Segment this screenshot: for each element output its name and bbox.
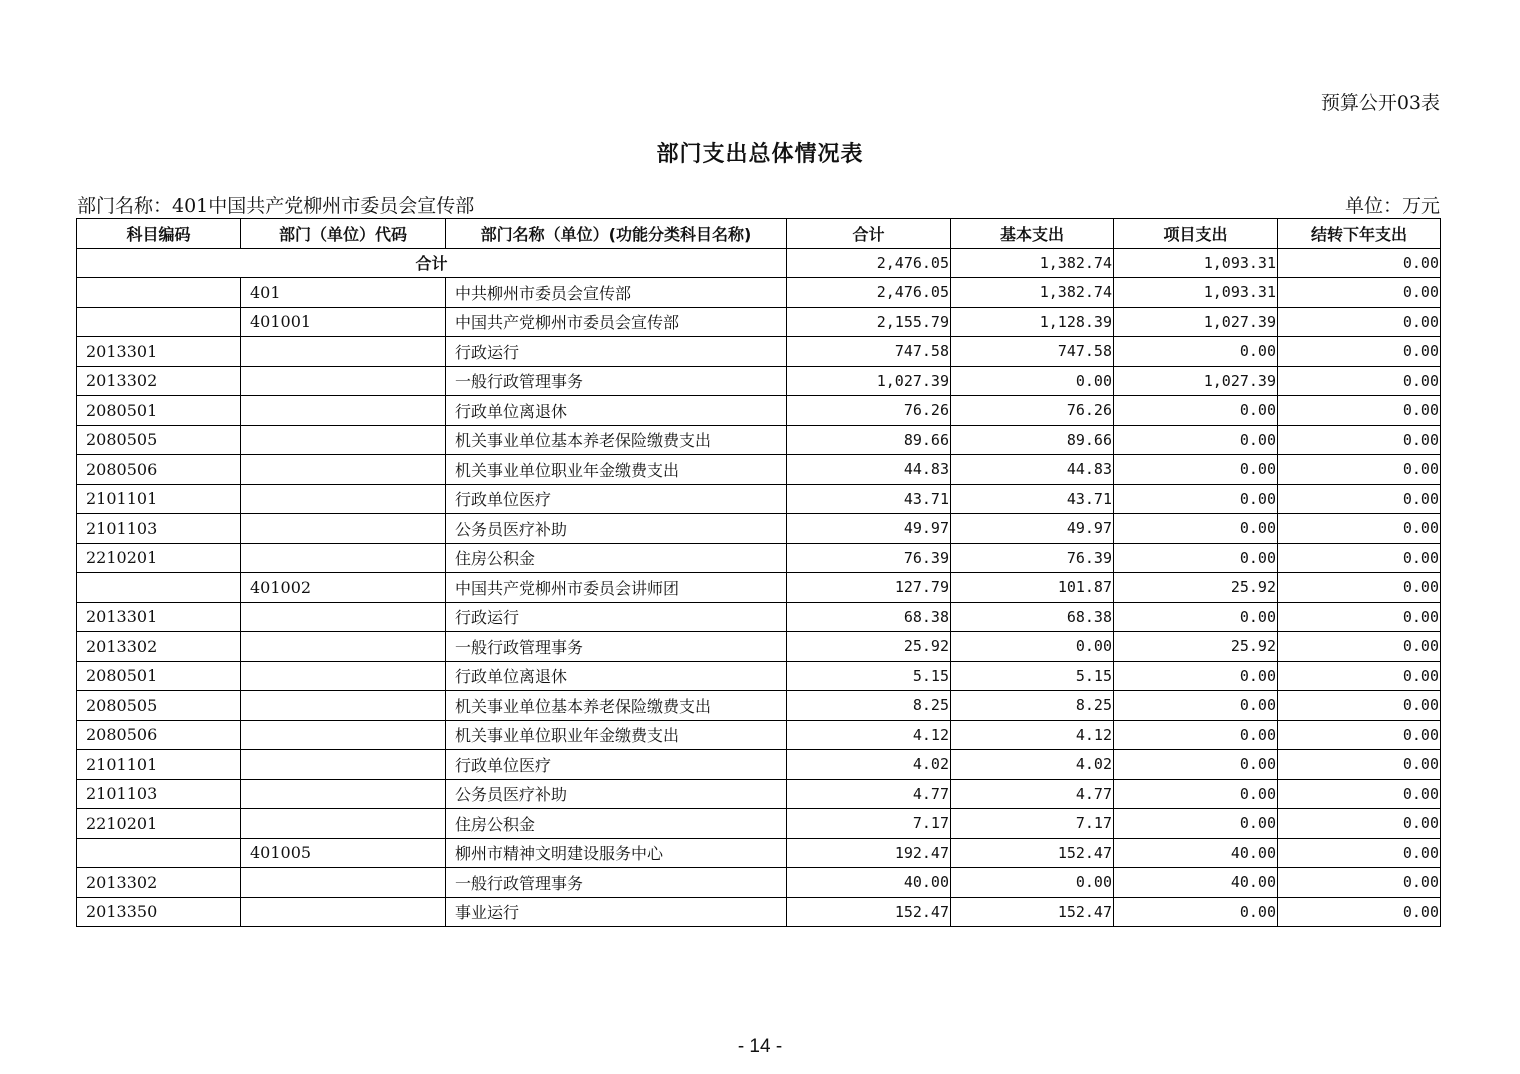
cell-subject-code: 2101103 — [77, 514, 241, 544]
cell-project: 40.00 — [1114, 868, 1278, 898]
cell-total: 127.79 — [787, 573, 951, 603]
cell-dept-name: 行政单位离退休 — [446, 396, 787, 426]
cell-project: 25.92 — [1114, 573, 1278, 603]
cell-dept-name: 中国共产党柳州市委员会讲师团 — [446, 573, 787, 603]
cell-project: 0.00 — [1114, 602, 1278, 632]
cell-carryover: 0.00 — [1278, 720, 1441, 750]
cell-basic: 0.00 — [951, 366, 1114, 396]
cell-dept-code — [241, 809, 446, 839]
table-row — [77, 278, 1441, 308]
cell-project: 1,027.39 — [1114, 307, 1278, 337]
cell-dept-code — [241, 897, 446, 927]
cell-total: 89.66 — [787, 425, 951, 455]
table-row — [77, 632, 1441, 662]
cell-basic: 152.47 — [951, 838, 1114, 868]
table-row — [77, 897, 1441, 927]
cell-project: 0.00 — [1114, 396, 1278, 426]
cell-project: 0.00 — [1114, 484, 1278, 514]
cell-project: 0.00 — [1114, 720, 1278, 750]
cell-subject-code: 2013302 — [77, 632, 241, 662]
cell-project: 0.00 — [1114, 897, 1278, 927]
cell-carryover: 0.00 — [1278, 868, 1441, 898]
cell-dept-code: 401005 — [241, 838, 446, 868]
cell-basic: 5.15 — [951, 661, 1114, 691]
cell-dept-code — [241, 779, 446, 809]
page-number: - 14 - — [737, 1036, 783, 1057]
cell-subject-code: 2013301 — [77, 337, 241, 367]
cell-dept-name: 行政单位离退休 — [446, 661, 787, 691]
cell-subject-code: 2080501 — [77, 661, 241, 691]
cell-total: 1,027.39 — [787, 366, 951, 396]
cell-dept-code — [241, 514, 446, 544]
cell-dept-code: 401002 — [241, 573, 446, 603]
cell-dept-code: 401001 — [241, 307, 446, 337]
cell-carryover: 0.00 — [1278, 750, 1441, 780]
cell-total: 5.15 — [787, 661, 951, 691]
table-row — [77, 455, 1441, 485]
cell-project: 0.00 — [1114, 337, 1278, 367]
cell-dept-name: 住房公积金 — [446, 809, 787, 839]
form-id: 预算公开03表 — [1320, 92, 1440, 114]
cell-dept-name: 公务员医疗补助 — [446, 779, 787, 809]
cell-dept-name: 机关事业单位职业年金缴费支出 — [446, 720, 787, 750]
cell-total: 43.71 — [787, 484, 951, 514]
cell-subject-code — [77, 278, 241, 308]
cell-project: 0.00 — [1114, 514, 1278, 544]
cell-basic: 76.26 — [951, 396, 1114, 426]
table-header-row — [77, 219, 1441, 249]
cell-total: 4.12 — [787, 720, 951, 750]
cell-dept-code — [241, 484, 446, 514]
table-row — [77, 514, 1441, 544]
column-header-total: 合计 — [787, 219, 951, 249]
cell-subject-code — [77, 838, 241, 868]
table-row — [77, 543, 1441, 573]
cell-carryover: 0.00 — [1278, 632, 1441, 662]
cell-dept-name: 机关事业单位基本养老保险缴费支出 — [446, 425, 787, 455]
cell-basic: 1,382.74 — [951, 278, 1114, 308]
expenditure-table — [76, 218, 1441, 927]
cell-total: 7.17 — [787, 809, 951, 839]
cell-project: 0.00 — [1114, 425, 1278, 455]
cell-total: 76.39 — [787, 543, 951, 573]
cell-dept-code — [241, 337, 446, 367]
cell-subject-code: 2080505 — [77, 691, 241, 721]
cell-basic: 4.77 — [951, 779, 1114, 809]
cell-total: 152.47 — [787, 897, 951, 927]
table-row — [77, 337, 1441, 367]
cell-project: 40.00 — [1114, 838, 1278, 868]
cell-carryover: 0.00 — [1278, 337, 1441, 367]
cell-total: 44.83 — [787, 455, 951, 485]
cell-dept-name: 行政单位医疗 — [446, 484, 787, 514]
table-row — [77, 838, 1441, 868]
column-header-project: 项目支出 — [1114, 219, 1278, 249]
cell-basic: 68.38 — [951, 602, 1114, 632]
cell-carryover: 0.00 — [1278, 396, 1441, 426]
cell-project: 0.00 — [1114, 661, 1278, 691]
total-carryover: 0.00 — [1278, 248, 1441, 278]
cell-dept-name: 机关事业单位职业年金缴费支出 — [446, 455, 787, 485]
cell-total: 192.47 — [787, 838, 951, 868]
cell-carryover: 0.00 — [1278, 779, 1441, 809]
column-header-basic: 基本支出 — [951, 219, 1114, 249]
cell-project: 0.00 — [1114, 455, 1278, 485]
total-basic: 1,382.74 — [951, 248, 1114, 278]
cell-total: 25.92 — [787, 632, 951, 662]
cell-subject-code: 2080506 — [77, 720, 241, 750]
table-row — [77, 720, 1441, 750]
cell-subject-code: 2080506 — [77, 455, 241, 485]
cell-total: 68.38 — [787, 602, 951, 632]
cell-project: 0.00 — [1114, 779, 1278, 809]
cell-dept-name: 中国共产党柳州市委员会宣传部 — [446, 307, 787, 337]
cell-total: 49.97 — [787, 514, 951, 544]
cell-carryover: 0.00 — [1278, 455, 1441, 485]
cell-total: 4.77 — [787, 779, 951, 809]
column-header-dept-code: 部门（单位）代码 — [241, 219, 446, 249]
cell-carryover: 0.00 — [1278, 278, 1441, 308]
cell-basic: 44.83 — [951, 455, 1114, 485]
cell-basic: 7.17 — [951, 809, 1114, 839]
cell-project: 1,093.31 — [1114, 278, 1278, 308]
total-project: 1,093.31 — [1114, 248, 1278, 278]
cell-subject-code: 2080501 — [77, 396, 241, 426]
cell-dept-name: 柳州市精神文明建设服务中心 — [446, 838, 787, 868]
cell-basic: 101.87 — [951, 573, 1114, 603]
cell-carryover: 0.00 — [1278, 366, 1441, 396]
cell-basic: 76.39 — [951, 543, 1114, 573]
cell-basic: 747.58 — [951, 337, 1114, 367]
cell-carryover: 0.00 — [1278, 425, 1441, 455]
cell-total: 2,155.79 — [787, 307, 951, 337]
cell-dept-code — [241, 661, 446, 691]
cell-carryover: 0.00 — [1278, 661, 1441, 691]
cell-dept-name: 住房公积金 — [446, 543, 787, 573]
cell-carryover: 0.00 — [1278, 573, 1441, 603]
cell-dept-code — [241, 868, 446, 898]
cell-subject-code: 2210201 — [77, 543, 241, 573]
cell-subject-code — [77, 573, 241, 603]
cell-total: 4.02 — [787, 750, 951, 780]
cell-dept-name: 行政运行 — [446, 337, 787, 367]
cell-dept-code — [241, 366, 446, 396]
cell-subject-code: 2013350 — [77, 897, 241, 927]
cell-project: 0.00 — [1114, 691, 1278, 721]
cell-subject-code: 2013302 — [77, 868, 241, 898]
cell-basic: 89.66 — [951, 425, 1114, 455]
cell-dept-name: 公务员医疗补助 — [446, 514, 787, 544]
cell-subject-code — [77, 307, 241, 337]
cell-carryover: 0.00 — [1278, 543, 1441, 573]
cell-dept-name: 事业运行 — [446, 897, 787, 927]
column-header-carryover: 结转下年支出 — [1278, 219, 1441, 249]
cell-project: 0.00 — [1114, 543, 1278, 573]
unit-label: 单位：万元 — [1344, 195, 1440, 217]
cell-total: 76.26 — [787, 396, 951, 426]
table-row — [77, 868, 1441, 898]
cell-project: 1,027.39 — [1114, 366, 1278, 396]
cell-project: 0.00 — [1114, 809, 1278, 839]
cell-carryover: 0.00 — [1278, 809, 1441, 839]
cell-dept-name: 机关事业单位基本养老保险缴费支出 — [446, 691, 787, 721]
cell-subject-code: 2080505 — [77, 425, 241, 455]
cell-dept-name: 行政单位医疗 — [446, 750, 787, 780]
column-header-subject-code: 科目编码 — [77, 219, 241, 249]
cell-dept-code — [241, 720, 446, 750]
table-row — [77, 366, 1441, 396]
table-row — [77, 573, 1441, 603]
cell-project: 25.92 — [1114, 632, 1278, 662]
cell-dept-code — [241, 691, 446, 721]
cell-dept-code — [241, 455, 446, 485]
cell-basic: 4.12 — [951, 720, 1114, 750]
cell-total: 2,476.05 — [787, 278, 951, 308]
cell-dept-name: 一般行政管理事务 — [446, 632, 787, 662]
table-row — [77, 602, 1441, 632]
cell-dept-code — [241, 396, 446, 426]
cell-dept-code — [241, 602, 446, 632]
department-name: 部门名称：401中国共产党柳州市委员会宣传部 — [77, 195, 475, 217]
table-row — [77, 661, 1441, 691]
table-row — [77, 396, 1441, 426]
cell-carryover: 0.00 — [1278, 514, 1441, 544]
cell-total: 747.58 — [787, 337, 951, 367]
table-row — [77, 425, 1441, 455]
cell-basic: 0.00 — [951, 868, 1114, 898]
cell-subject-code: 2013301 — [77, 602, 241, 632]
cell-dept-code — [241, 425, 446, 455]
cell-carryover: 0.00 — [1278, 691, 1441, 721]
cell-dept-code — [241, 632, 446, 662]
cell-subject-code: 2013302 — [77, 366, 241, 396]
cell-basic: 43.71 — [951, 484, 1114, 514]
cell-basic: 0.00 — [951, 632, 1114, 662]
cell-subject-code: 2101101 — [77, 750, 241, 780]
table-row — [77, 484, 1441, 514]
cell-carryover: 0.00 — [1278, 602, 1441, 632]
cell-basic: 4.02 — [951, 750, 1114, 780]
cell-dept-name: 一般行政管理事务 — [446, 868, 787, 898]
cell-project: 0.00 — [1114, 750, 1278, 780]
cell-dept-name: 行政运行 — [446, 602, 787, 632]
document-title: 部门支出总体情况表 — [656, 142, 864, 167]
table-row — [77, 750, 1441, 780]
cell-dept-code — [241, 750, 446, 780]
column-header-dept-name: 部门名称（单位）(功能分类科目名称) — [446, 219, 787, 249]
cell-dept-code — [241, 543, 446, 573]
cell-dept-name: 中共柳州市委员会宣传部 — [446, 278, 787, 308]
table-row — [77, 779, 1441, 809]
cell-carryover: 0.00 — [1278, 897, 1441, 927]
total-label: 合计 — [77, 248, 787, 278]
cell-basic: 1,128.39 — [951, 307, 1114, 337]
cell-basic: 152.47 — [951, 897, 1114, 927]
cell-subject-code: 2101103 — [77, 779, 241, 809]
cell-basic: 49.97 — [951, 514, 1114, 544]
cell-total: 8.25 — [787, 691, 951, 721]
cell-carryover: 0.00 — [1278, 307, 1441, 337]
cell-basic: 8.25 — [951, 691, 1114, 721]
total-amount: 2,476.05 — [787, 248, 951, 278]
cell-total: 40.00 — [787, 868, 951, 898]
table-row — [77, 691, 1441, 721]
cell-carryover: 0.00 — [1278, 484, 1441, 514]
cell-dept-name: 一般行政管理事务 — [446, 366, 787, 396]
table-row — [77, 809, 1441, 839]
cell-subject-code: 2210201 — [77, 809, 241, 839]
cell-dept-code: 401 — [241, 278, 446, 308]
cell-carryover: 0.00 — [1278, 838, 1441, 868]
total-row — [77, 248, 1441, 278]
cell-subject-code: 2101101 — [77, 484, 241, 514]
table-row — [77, 307, 1441, 337]
